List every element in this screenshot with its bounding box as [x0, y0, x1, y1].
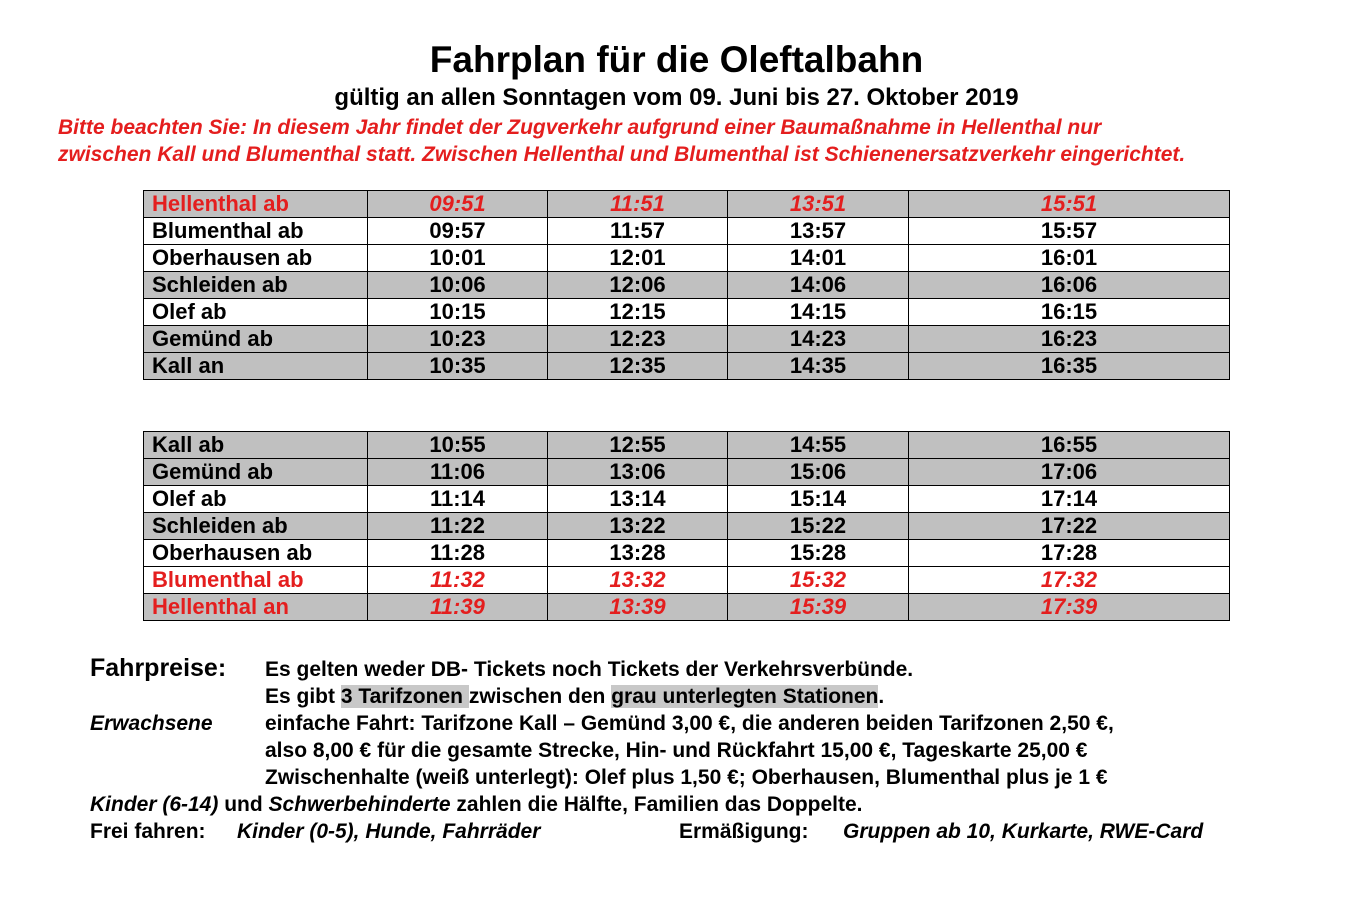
time-cell: 11:22 — [368, 513, 548, 540]
time-cell: 12:01 — [548, 245, 728, 272]
time-cell: 13:32 — [548, 567, 728, 594]
fares-line-2-c: . — [878, 685, 885, 708]
time-cell: 12:06 — [548, 272, 728, 299]
time-cell: 15:51 — [909, 191, 1230, 218]
station-cell: Olef ab — [144, 486, 368, 513]
time-cell: 17:32 — [909, 567, 1230, 594]
table-row — [144, 432, 1230, 459]
table-row — [144, 218, 1230, 245]
fares-label: Fahrpreise: — [90, 654, 227, 682]
time-cell: 13:51 — [728, 191, 909, 218]
time-cell: 10:06 — [368, 272, 548, 299]
time-cell: 11:57 — [548, 218, 728, 245]
station-cell: Olef ab — [144, 299, 368, 326]
station-cell: Blumenthal ab — [144, 567, 368, 594]
time-cell: 11:32 — [368, 567, 548, 594]
children-mid: und — [218, 793, 269, 816]
time-cell: 15:32 — [728, 567, 909, 594]
station-cell: Hellenthal an — [144, 594, 368, 621]
station-cell: Oberhausen ab — [144, 245, 368, 272]
station-cell: Kall an — [144, 353, 368, 380]
table-row — [144, 594, 1230, 621]
disabled-label: Schwerbehinderte — [268, 793, 451, 816]
time-cell: 16:55 — [909, 432, 1230, 459]
time-cell: 15:06 — [728, 459, 909, 486]
time-cell: 14:01 — [728, 245, 909, 272]
table-row — [144, 567, 1230, 594]
time-cell: 15:28 — [728, 540, 909, 567]
time-cell: 14:15 — [728, 299, 909, 326]
table-row — [144, 245, 1230, 272]
station-cell: Blumenthal ab — [144, 218, 368, 245]
children-rest: zahlen die Hälfte, Familien das Doppelte. — [450, 793, 863, 816]
table-row — [144, 353, 1230, 380]
station-cell: Schleiden ab — [144, 513, 368, 540]
timetable-outbound — [143, 190, 1230, 380]
time-cell: 10:55 — [368, 432, 548, 459]
time-cell: 10:01 — [368, 245, 548, 272]
time-cell: 16:06 — [909, 272, 1230, 299]
time-cell: 13:39 — [548, 594, 728, 621]
time-cell: 13:57 — [728, 218, 909, 245]
page-subtitle: gültig an allen Sonntagen vom 09. Juni bis 27. Oktober 2019 — [334, 84, 1019, 111]
free-value: Kinder (0-5), Hunde, Fahrräder — [237, 820, 541, 843]
time-cell: 16:15 — [909, 299, 1230, 326]
time-cell: 15:22 — [728, 513, 909, 540]
fares-line-1: Es gelten weder DB- Tickets noch Tickets der Verkehrsverbünde. — [265, 658, 914, 681]
station-cell: Oberhausen ab — [144, 540, 368, 567]
time-cell: 10:23 — [368, 326, 548, 353]
time-cell: 13:22 — [548, 513, 728, 540]
discount-label: Ermäßigung: — [679, 820, 809, 843]
time-cell: 10:35 — [368, 353, 548, 380]
table-row — [144, 459, 1230, 486]
adults-line-1: einfache Fahrt: Tarifzone Kall – Gemünd 3,00 €, die anderen beiden Tarifzonen 2,50 €, — [265, 712, 1114, 735]
time-cell: 12:23 — [548, 326, 728, 353]
time-cell: 16:23 — [909, 326, 1230, 353]
adults-label: Erwachsene — [90, 712, 213, 735]
time-cell: 09:51 — [368, 191, 548, 218]
timetable-return — [143, 431, 1230, 621]
time-cell: 15:57 — [909, 218, 1230, 245]
children-label: Kinder (6-14) — [90, 793, 219, 816]
time-cell: 12:35 — [548, 353, 728, 380]
table-row — [144, 272, 1230, 299]
table-row — [144, 513, 1230, 540]
time-cell: 11:51 — [548, 191, 728, 218]
fares-line-2-a: Es gibt — [265, 685, 341, 708]
fares-line-2-b: zwischen den — [468, 685, 612, 708]
time-cell: 11:39 — [368, 594, 548, 621]
time-cell: 16:01 — [909, 245, 1230, 272]
time-cell: 11:06 — [368, 459, 548, 486]
fares-line-2 — [265, 683, 884, 710]
table-row — [144, 486, 1230, 513]
table-row — [144, 191, 1230, 218]
time-cell: 13:06 — [548, 459, 728, 486]
station-cell: Gemünd ab — [144, 326, 368, 353]
adults-line-3: Zwischenhalte (weiß unterlegt): Olef plus 1,50 €; Oberhausen, Blumenthal plus je 1 € — [265, 766, 1108, 789]
time-cell: 10:15 — [368, 299, 548, 326]
time-cell: 14:35 — [728, 353, 909, 380]
time-cell: 15:39 — [728, 594, 909, 621]
table-row — [144, 540, 1230, 567]
time-cell: 11:14 — [368, 486, 548, 513]
time-cell: 16:35 — [909, 353, 1230, 380]
time-cell: 12:55 — [548, 432, 728, 459]
highlight-tariff-zones: 3 Tarifzonen — [340, 685, 469, 708]
children-line — [90, 791, 863, 818]
time-cell: 14:06 — [728, 272, 909, 299]
page-title: Fahrplan für die Oleftalbahn — [429, 39, 924, 80]
time-cell: 15:14 — [728, 486, 909, 513]
station-cell: Hellenthal ab — [144, 191, 368, 218]
time-cell: 12:15 — [548, 299, 728, 326]
station-cell: Kall ab — [144, 432, 368, 459]
discount-value: Gruppen ab 10, Kurkarte, RWE-Card — [843, 820, 1204, 843]
adults-line-2: also 8,00 € für die gesamte Strecke, Hin- und Rückfahrt 15,00 €, Tageskarte 25,00 € — [265, 739, 1088, 762]
free-label: Frei fahren: — [90, 820, 206, 843]
time-cell: 13:28 — [548, 540, 728, 567]
time-cell: 13:14 — [548, 486, 728, 513]
time-cell: 17:39 — [909, 594, 1230, 621]
time-cell: 17:06 — [909, 459, 1230, 486]
table-row — [144, 326, 1230, 353]
time-cell: 14:55 — [728, 432, 909, 459]
time-cell: 11:28 — [368, 540, 548, 567]
time-cell: 17:14 — [909, 486, 1230, 513]
highlight-grey-stations: grau unterlegten Stationen — [611, 685, 879, 708]
notice-line-2: zwischen Kall und Blumenthal statt. Zwischen Hellenthal und Blumenthal ist Schienenersatzverkehr eingerichtet. — [58, 143, 1186, 166]
notice-line-1: Bitte beachten Sie: In diesem Jahr findet der Zugverkehr aufgrund einer Baumaßnahme in Hellenthal nur — [58, 116, 1102, 139]
time-cell: 14:23 — [728, 326, 909, 353]
table-row — [144, 299, 1230, 326]
time-cell: 17:22 — [909, 513, 1230, 540]
time-cell: 17:28 — [909, 540, 1230, 567]
time-cell: 09:57 — [368, 218, 548, 245]
station-cell: Gemünd ab — [144, 459, 368, 486]
station-cell: Schleiden ab — [144, 272, 368, 299]
